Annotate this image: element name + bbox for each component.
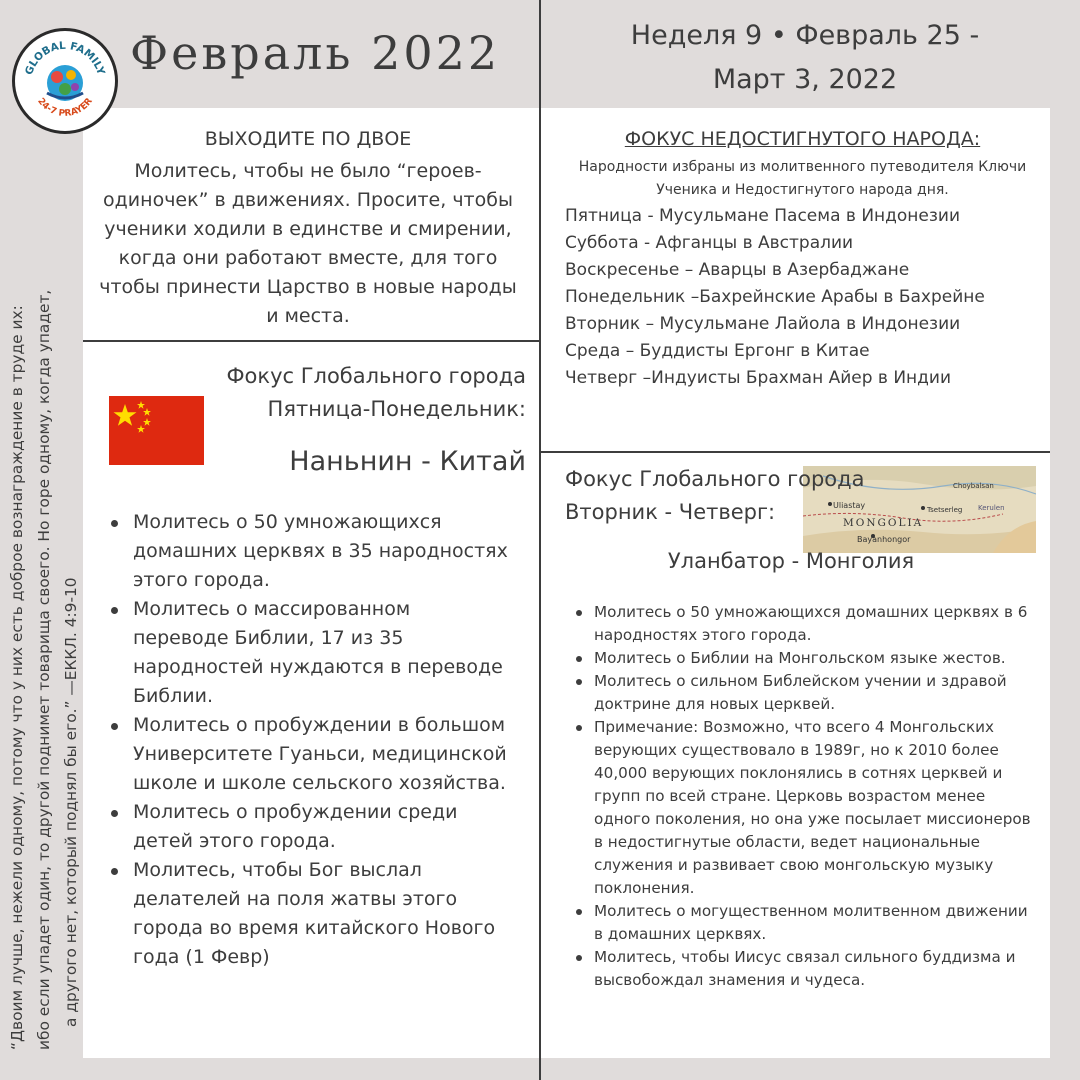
map-city-label: Uliastay [833, 501, 866, 510]
quote-line3: а другого нет, который поднял бы его.” —ЕККЛ. 4:9-10 [62, 577, 80, 1027]
list-item: Пятница - Мусульмане Пасема в Индонезии [565, 206, 961, 226]
global-city-title-left-line1: Фокус Глобального города [226, 364, 526, 388]
list-item: Молитесь о Библии на Монгольском языке жестов. [575, 647, 1035, 670]
unreached-focus-subtitle: Народности избраны из молитвенного путеводителя Ключи Ученика и Недостигнутого народа дня. [578, 159, 1027, 198]
list-item: Суббота - Афганцы в Австралии [565, 233, 854, 253]
quote-line1: “Двоим лучше, нежели одному, потому что у них есть доброе вознаграждение в труде их: [8, 305, 26, 1050]
scripture-quote [4, 50, 85, 1050]
city-left-prayer-list [110, 508, 510, 972]
map-river-label: Kerulen [978, 504, 1005, 512]
global-city-title-right-line2: Вторник - Четверг: [565, 500, 776, 524]
list-item: Молитесь, чтобы Бог выслал делателей на поля жатвы этого города во время китайского Нового года (1 Февр) [110, 856, 510, 972]
city-name-right: Уланбатор - Монголия [667, 549, 915, 573]
list-item: Воскресенье – Аварцы в Азербаджане [565, 260, 910, 280]
list-item: Среда – Буддисты Ергонг в Китае [565, 341, 870, 361]
list-item: Понедельник –Бахрейнские Арабы в Бахрейне [565, 287, 985, 307]
map-city-label: Choybalsan [953, 482, 994, 490]
map-country-label: MONGOLIA [843, 517, 924, 529]
city-name-left: Наньнин - Китай [289, 446, 526, 477]
list-item: Молитесь, чтобы Иисус связал сильного буддизма и высвобождал знамения и чудеса. [575, 946, 1035, 992]
list-item: Молитесь о 50 умножающихся домашних церквях в 6 народностях этого города. [575, 601, 1035, 647]
china-flag-image [109, 396, 204, 465]
list-item: Молитесь о 50 умножающихся домашних церквях в 35 народностях этого города. [110, 508, 510, 595]
week-title-line2: Март 3, 2022 [712, 64, 898, 95]
list-item: Четверг –Индуисты Брахман Айер в Индии [565, 368, 952, 388]
global-city-title-left [160, 360, 526, 426]
unreached-people-list [565, 203, 1045, 392]
logo-text-bottom: 24-7 PRAYER [35, 96, 95, 120]
list-item: Молитесь о пробуждении среди детей этого города. [110, 798, 510, 856]
list-item: Молитесь о пробуждении в большом Университете Гуаньси, медицинской школе и школе сельского хозяйства. [110, 711, 510, 798]
unreached-focus-title: ФОКУС НЕДОСТИГНУТОГО НАРОДА: [624, 128, 981, 150]
list-item: Молитесь о массированном переводе Библии, 17 из 35 народностей нуждаются в переводе Библии. [110, 595, 510, 711]
center-divider [539, 0, 541, 1080]
global-city-title-right [565, 463, 865, 529]
global-city-title-right-line1: Фокус Глобального города [565, 467, 865, 491]
map-city-label: Tsetserleg [927, 506, 963, 514]
global-city-title-left-line2: Пятница-Понедельник: [267, 397, 526, 421]
week-title [590, 14, 1020, 102]
left-divider [83, 340, 540, 342]
right-divider [541, 451, 1050, 453]
list-item: Молитесь о сильном Библейском учении и здравой доктрине для новых церквей. [575, 670, 1035, 716]
city-right-prayer-list [575, 601, 1035, 992]
list-item: Примечание: Возможно, что всего 4 Монгольских верующих существовало в 1989г, но к 2010 более 40,000 верующих поклонялись в сотнях церквей и групп по всей стране. Церковь возрастом менее одного поколения, но она уже посылает миссионеров в недостигнутые области, ведет национальные служения и развивает свою монгольскую музыку поклонения. [575, 716, 1035, 900]
logo-text-top: GLOBAL FAMILY [23, 39, 107, 77]
map-city-label: Bayanhongor [857, 535, 911, 544]
two-by-two-body: Молитесь, чтобы не было “героев-одиночек” в движениях. Просите, чтобы ученики ходили в единстве и смирении, когда они работают вместе, для того чтобы принести Царство в новые народы и места. [99, 160, 517, 327]
two-by-two-title: ВЫХОДИТЕ ПО ДВОЕ [204, 128, 412, 150]
month-title: Февраль 2022 [130, 26, 501, 80]
list-item: Молитесь о могущественном молитвенном движении в домашних церквях. [575, 900, 1035, 946]
list-item: Вторник – Мусульмане Лайола в Индонезии [565, 314, 961, 334]
week-title-line1: Неделя 9 • Февраль 25 - [630, 20, 980, 51]
quote-line2: ибо если упадет один, то другой поднимет товарища своего. Но горе одному, когда упадет, [35, 289, 53, 1050]
